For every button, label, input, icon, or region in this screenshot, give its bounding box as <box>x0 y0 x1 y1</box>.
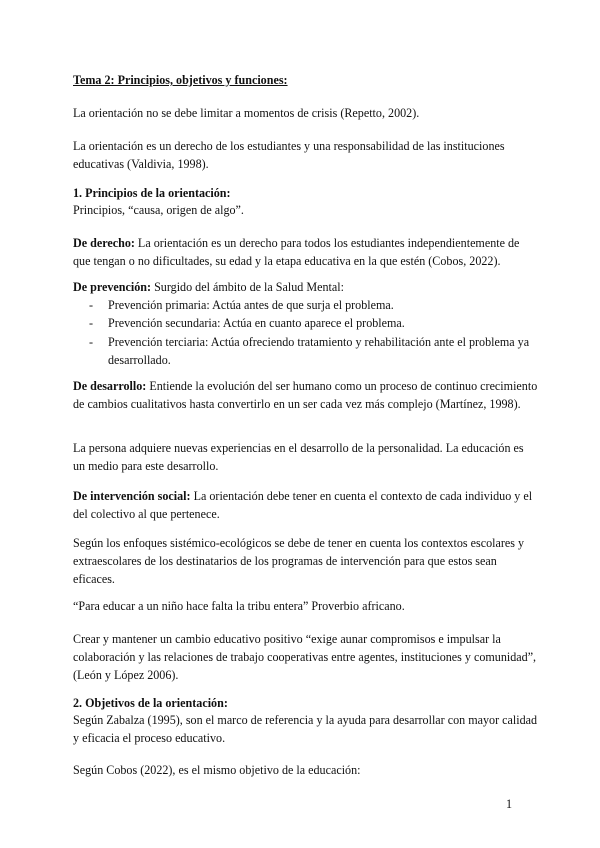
prevencion-list <box>73 296 538 369</box>
intro-paragraph-2: La orientación es un derecho de los estudiantes y una responsabilidad de las instituciones educativas (Valdivia, 1998). <box>73 139 505 172</box>
section-1-heading: 1. Principios de la orientación: <box>73 186 231 200</box>
list-item: - Prevención primaria: Actúa antes de que surja el problema. <box>89 298 394 313</box>
principle-prevencion <box>73 278 538 369</box>
list-item: - Prevención secundaria: Actúa en cuanto aparece el problema. <box>89 316 405 331</box>
intervencion-paragraph-1: Según los enfoques sistémico-ecológicos se debe de tener en cuenta los contextos escolares y extraescolares de los destinatarios de los programas de intervención para que estos sean eficaces. <box>73 536 525 587</box>
intro-paragraph-1: La orientación no se debe limitar a momentos de crisis (Repetto, 2002). <box>73 106 420 120</box>
principle-derecho-label: De derecho: <box>73 236 135 250</box>
principle-derecho-text: La orientación es un derecho para todos los estudiantes independientemente de que tengan o no dificultades, su edad y la etapa educativa en la que estén (Cobos, 2022). <box>73 236 520 269</box>
section-2-paragraph-1: Según Zabalza (1995), son el marco de referencia y la ayuda para desarrollar con mayor calidad y eficacia el proceso educativo. <box>73 713 538 746</box>
document-title: Tema 2: Principios, objetivos y funciones: <box>73 73 288 87</box>
principle-intervencion-text: La orientación debe tener en cuenta el contexto de cada individuo y el del colectivo al que pertenece. <box>73 489 533 522</box>
principle-desarrollo <box>73 377 538 413</box>
principle-prevencion-label: De prevención: <box>73 280 152 294</box>
intervencion-quote: “Para educar a un niño hace falta la tribu entera” Proverbio africano. <box>73 599 405 613</box>
principle-desarrollo-text: Entiende la evolución del ser humano como un proceso de continuo crecimiento de cambios cualitativos hasta convertirlo en un ser cada vez más complejo (Martínez, 1998). <box>73 379 538 412</box>
intervencion-paragraph-3: Crear y mantener un cambio educativo positivo “exige aunar compromisos e impulsar la colaboración y las relaciones de trabajo cooperativas entre agentes, instituciones y comunidad”, (León y López 2006). <box>73 632 537 683</box>
section-2-paragraph-2: Según Cobos (2022), es el mismo objetivo de la educación: <box>73 763 361 777</box>
list-item: - Prevención terciaria: Actúa ofreciendo tratamiento y rehabilitación ante el problema ya desarrollado. <box>89 334 530 367</box>
desarrollo-extra-paragraph: La persona adquiere nuevas experiencias en el desarrollo de la personalidad. La educación es un medio para este desarrollo. <box>73 441 524 474</box>
principle-intervencion-label: De intervención social: <box>73 489 191 503</box>
section-1-subtitle: Principios, “causa, origen de algo”. <box>73 203 244 217</box>
principle-derecho <box>73 234 538 270</box>
principle-intervencion <box>73 487 538 523</box>
page-number: 1 <box>506 797 513 811</box>
principle-desarrollo-label: De desarrollo: <box>73 379 147 393</box>
principle-prevencion-text: Surgido del ámbito de la Salud Mental: <box>151 280 344 294</box>
section-2-heading: 2. Objetivos de la orientación: <box>73 696 228 710</box>
